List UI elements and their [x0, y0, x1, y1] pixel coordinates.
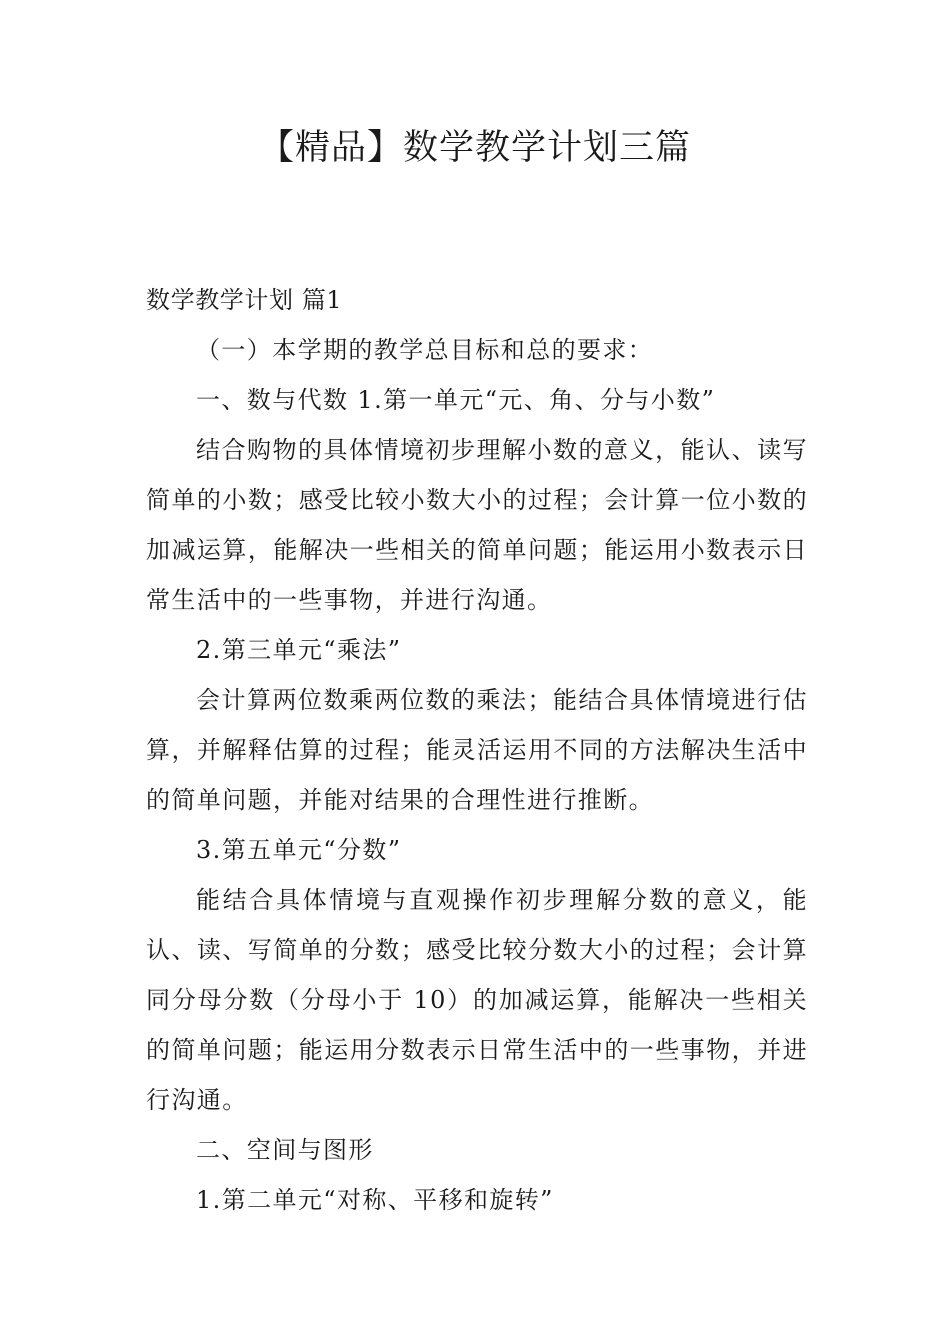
section-heading-part-1: 数学教学计划 篇1	[146, 286, 343, 314]
unit-fractions-heading: 3.第五单元“分数”	[196, 836, 402, 864]
goals-heading: （一）本学期的教学总目标和总的要求：	[196, 336, 654, 364]
paragraph-decimals: 结合购物的具体情境初步理解小数的意义，能认、读写简单的小数；感受比较小数大小的过程；会计算一位小数的加减运算，能解决一些相关的简单问题；能运用小数表示日常生活中的一些事物，并进行沟通。	[146, 436, 808, 614]
space-shapes-heading: 二、空间与图形	[196, 1136, 374, 1164]
document-body	[146, 275, 808, 1225]
document-title: 【精品】数学教学计划三篇	[258, 128, 691, 168]
paragraph-fractions: 能结合具体情境与直观操作初步理解分数的意义，能认、读、写简单的分数；感受比较分数大小的过程；会计算同分母分数（分母小于 10）的加减运算，能解决一些相关的简单问题；能运用分数表示日常生活中的一些事物，并进行沟通。	[146, 886, 808, 1114]
unit-multiplication-heading: 2.第三单元“乘法”	[196, 636, 402, 664]
unit-symmetry-heading: 1.第二单元“对称、平移和旋转”	[196, 1186, 554, 1214]
paragraph-multiplication: 会计算两位数乘两位数的乘法；能结合具体情境进行估算，并解释估算的过程；能灵活运用不同的方法解决生活中的简单问题，并能对结果的合理性进行推断。	[146, 686, 808, 814]
numbers-algebra-heading: 一、数与代数 1.第一单元“元、角、分与小数”	[196, 386, 716, 414]
